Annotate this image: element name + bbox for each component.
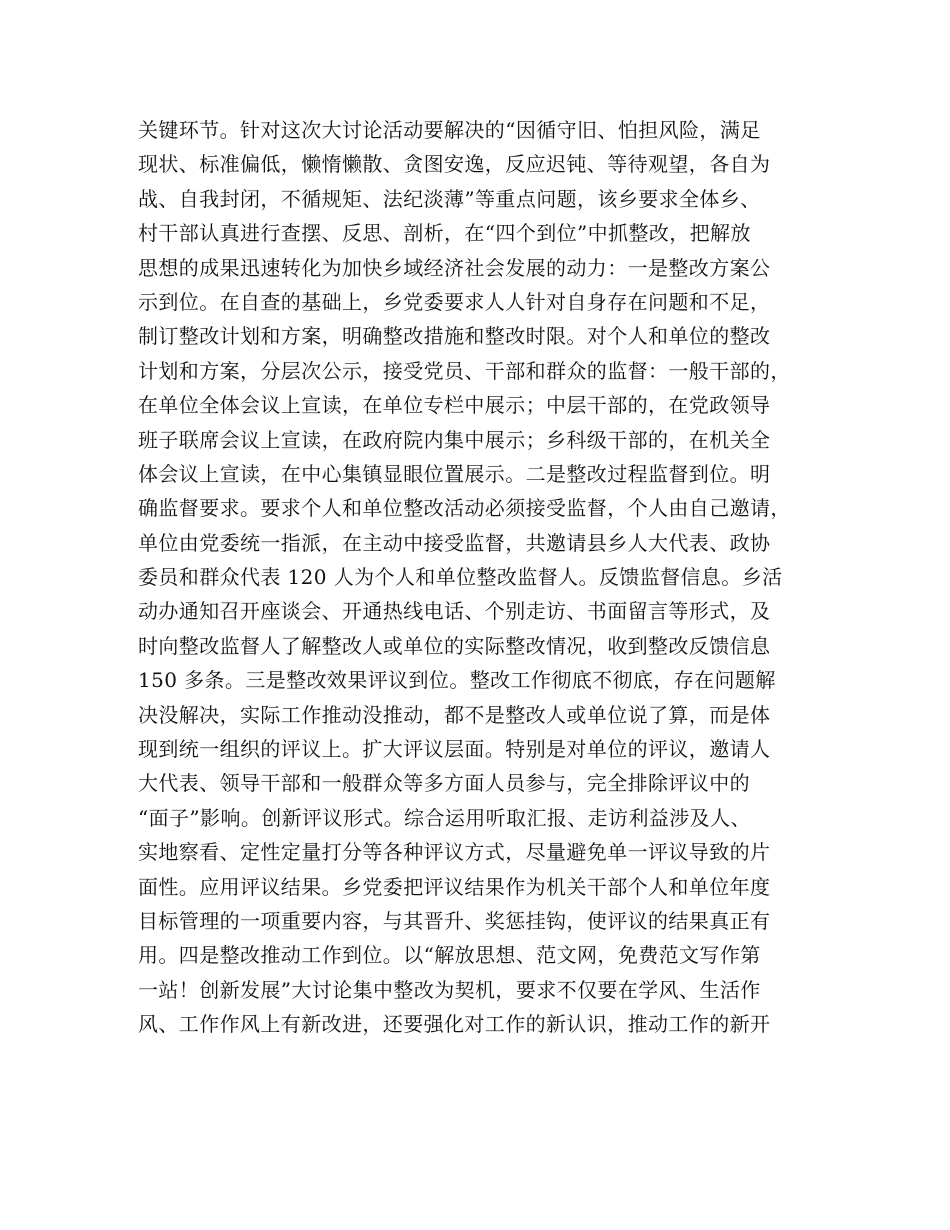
text-line: 目标管理的一项重要内容，与其晋升、奖惩挂钩，使评议的结果真正有 (138, 908, 771, 933)
text-line: “面子”影响。创新评议形式。综合运用听取汇报、走访利益涉及人、 (138, 805, 751, 830)
text-line: 示到位。在自查的基础上，乡党委要求人人针对自身存在问题和不足， (138, 289, 771, 314)
text-line: 时向整改监督人了解整改人或单位的实际整改情况，收到整改反馈信息 (138, 633, 771, 658)
text-line: 大代表、领导干部和一般群众等多方面人员参与，完全排除评议中的 (138, 771, 750, 796)
text-line: 决没解决，实际工作推动没推动，都不是整改人或单位说了算，而是体 (138, 702, 771, 727)
text-line: 制订整改计划和方案，明确整改措施和整改时限。对个人和单位的整改 (138, 324, 771, 349)
text-line: 战、自我封闭，不循规矩、法纪淡薄”等重点问题，该乡要求全体乡、 (138, 186, 761, 211)
body-text (138, 113, 828, 1042)
text-line: 思想的成果迅速转化为加快乡域经济社会发展的动力：一是整改方案公 (138, 255, 771, 280)
text-line: 体会议上宣读，在中心集镇显眼位置展示。二是整改过程监督到位。明 (138, 461, 771, 486)
text-line: 班子联席会议上宣读，在政府院内集中展示；乡科级干部的，在机关全 (138, 427, 771, 452)
text-line: 动办通知召开座谈会、开通热线电话、个别走访、书面留言等形式，及 (138, 599, 771, 624)
text-line: 在单位全体会议上宣读，在单位专栏中展示；中层干部的，在党政领导 (138, 393, 771, 418)
text-line: 用。四是整改推动工作到位。以“解放思想、范文网，免费范文写作第 (138, 943, 761, 968)
text-line: 一站！创新发展”大讨论集中整改为契机，要求不仅要在学风、生活作 (138, 977, 761, 1002)
text-line: 确监督要求。要求个人和单位整改活动必须接受监督，个人由自己邀请， (138, 496, 791, 521)
text-line: 村干部认真进行查摆、反思、剖析，在“四个到位”中抓整改，把解放 (138, 221, 751, 246)
text-line: 现到统一组织的评议上。扩大评议层面。特别是对单位的评议，邀请人 (138, 737, 771, 762)
text-line: 现状、标准偏低，懒惰懒散、贪图安逸，反应迟钝、等待观望，各自为 (138, 152, 771, 177)
text-line: 委员和群众代表 120 人为个人和单位整改监督人。反馈监督信息。乡活 (138, 565, 783, 590)
text-line: 风、工作作风上有新改进，还要强化对工作的新认识，推动工作的新开 (138, 1012, 771, 1037)
text-line: 实地察看、定性定量打分等各种评议方式，尽量避免单一评议导致的片 (138, 840, 771, 865)
text-line: 150 多条。三是整改效果评议到位。整改工作彻底不彻底，存在问题解 (138, 668, 776, 693)
text-line: 面性。应用评议结果。乡党委把评议结果作为机关干部个人和单位年度 (138, 874, 771, 899)
text-line: 关键环节。针对这次大讨论活动要解决的“因循守旧、怕担风险，满足 (138, 118, 761, 142)
text-line: 单位由党委统一指派，在主动中接受监督，共邀请县乡人大代表、政协 (138, 530, 771, 555)
text-line: 计划和方案，分层次公示，接受党员、干部和群众的监督：一般干部的， (138, 358, 791, 383)
